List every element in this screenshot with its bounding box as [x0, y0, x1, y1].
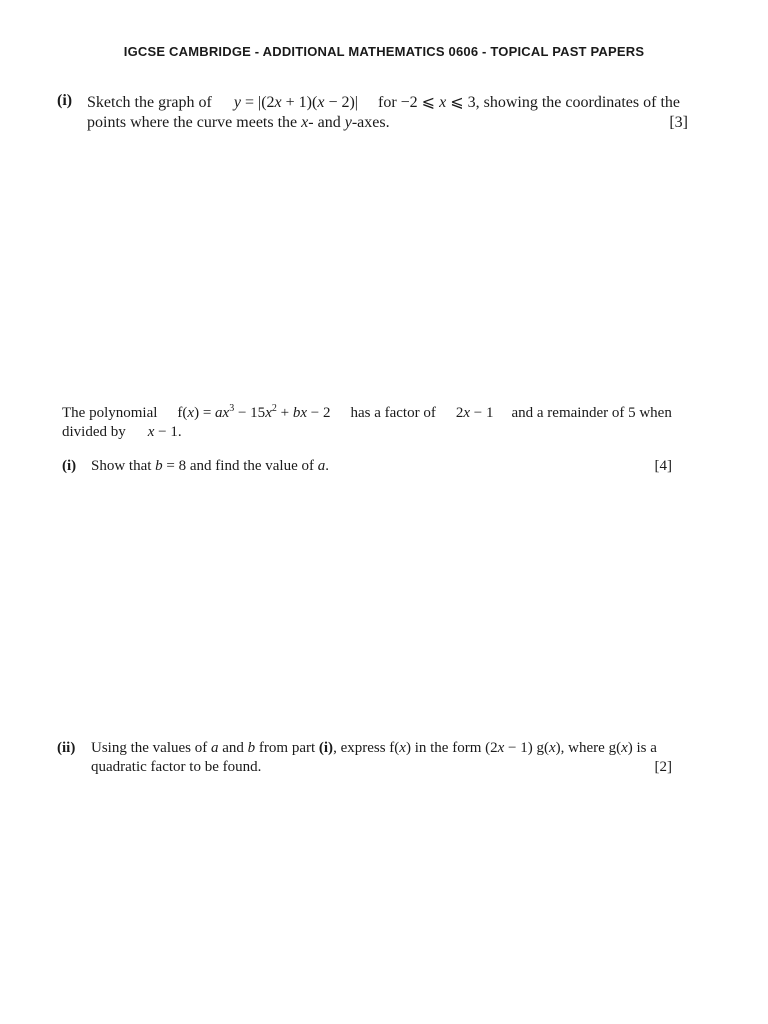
q1-axis-var: x	[301, 114, 309, 131]
q1-eq: + 1)(	[281, 94, 318, 111]
page-header-title: IGCSE CAMBRIDGE - ADDITIONAL MATHEMATICS 0606 - TOPICAL PAST PAPERS	[123, 44, 645, 59]
q1-eq-var: x	[274, 94, 282, 111]
q2-poly: − 15	[234, 405, 266, 421]
q2-poly: − 2	[307, 405, 331, 421]
q2-poly: f(	[177, 405, 188, 421]
q2-intro-line-1	[62, 405, 672, 422]
q2-poly-var: b	[292, 405, 301, 421]
q2-text: and	[218, 740, 248, 756]
q2-poly-var: x	[300, 405, 307, 421]
q1-text: Sketch the graph of	[87, 94, 212, 111]
q1-domain-var: x	[439, 94, 447, 111]
q1-eq-var: y	[233, 94, 241, 111]
q1-eq: − 2)|	[324, 94, 358, 111]
q2-text: ) is a	[627, 740, 657, 756]
q1-text: ⩽ 3, showing the coordinates of the	[446, 94, 681, 111]
q2-part-i-marks: [4]	[654, 458, 672, 474]
q2-part-i-text	[91, 458, 329, 475]
q2-text: Show that	[91, 458, 156, 474]
q2-exponent: 3	[229, 403, 235, 414]
q1-line-2	[87, 114, 390, 132]
q2-divisor-var: x	[147, 424, 155, 440]
q2-text: has a factor of	[350, 405, 436, 421]
q1-eq-var: x	[317, 94, 325, 111]
q2-poly-var: x	[187, 405, 195, 421]
q1-eq: = |(2	[240, 94, 275, 111]
q2-form: (2	[485, 740, 498, 756]
q2-exponent: 2	[271, 403, 277, 414]
q2-part-ref: (i)	[318, 740, 334, 756]
q2-text: and a remainder of 5 when	[511, 405, 672, 421]
q2-divisor: − 1.	[154, 424, 182, 440]
q2-text: = 8 and find the value of	[162, 458, 318, 474]
q2-poly-var: a	[215, 405, 223, 421]
q2-part-ii-line-1	[91, 740, 657, 757]
q2-var: b	[247, 740, 256, 756]
q2-var: x	[399, 740, 406, 756]
q2-text: divided by	[62, 424, 126, 440]
q2-text: .	[325, 458, 330, 474]
q2-text: ) in the form	[405, 740, 486, 756]
q1-text: -axes.	[351, 114, 390, 131]
q1-domain: for −2 ⩽	[378, 94, 440, 111]
q1-line-1	[87, 92, 680, 112]
q2-form: − 1) g(	[504, 740, 549, 756]
q2-text: Using the values of	[91, 740, 211, 756]
q2-var: a	[210, 740, 219, 756]
q2-poly-var: x	[265, 405, 272, 421]
q2-text: The polynomial	[62, 405, 158, 421]
q2-poly: ) =	[194, 405, 216, 421]
q2-text: , express f(	[333, 740, 400, 756]
q2-form-var: x	[549, 740, 556, 756]
q2-var: a	[317, 458, 326, 474]
q2-text: from part	[255, 740, 319, 756]
q2-form: )	[555, 740, 561, 756]
q1-text: points where the curve meets the	[87, 114, 302, 131]
q2-form-var: x	[497, 740, 505, 756]
q2-factor: 2	[455, 405, 464, 421]
q2-var: x	[621, 740, 628, 756]
q2-text: , where g(	[560, 740, 622, 756]
q1-axis-var: y	[344, 114, 352, 131]
q2-poly-var: x	[222, 405, 230, 421]
q2-part-ii-marks: [2]	[654, 759, 672, 775]
q2-factor: − 1	[470, 405, 494, 421]
q2-poly: +	[276, 405, 293, 421]
q2-var: b	[155, 458, 163, 474]
q2-factor-var: x	[463, 405, 471, 421]
q1-marks: [3]	[669, 114, 688, 131]
q1-part-label: (i)	[57, 92, 73, 109]
q2-intro-line-2	[62, 424, 182, 441]
q2-part-ii-line-2: quadratic factor to be found.	[91, 759, 262, 775]
q2-part-ii-label: (ii)	[57, 740, 76, 756]
q2-part-i-label: (i)	[62, 458, 77, 474]
q1-text: - and	[308, 114, 345, 131]
